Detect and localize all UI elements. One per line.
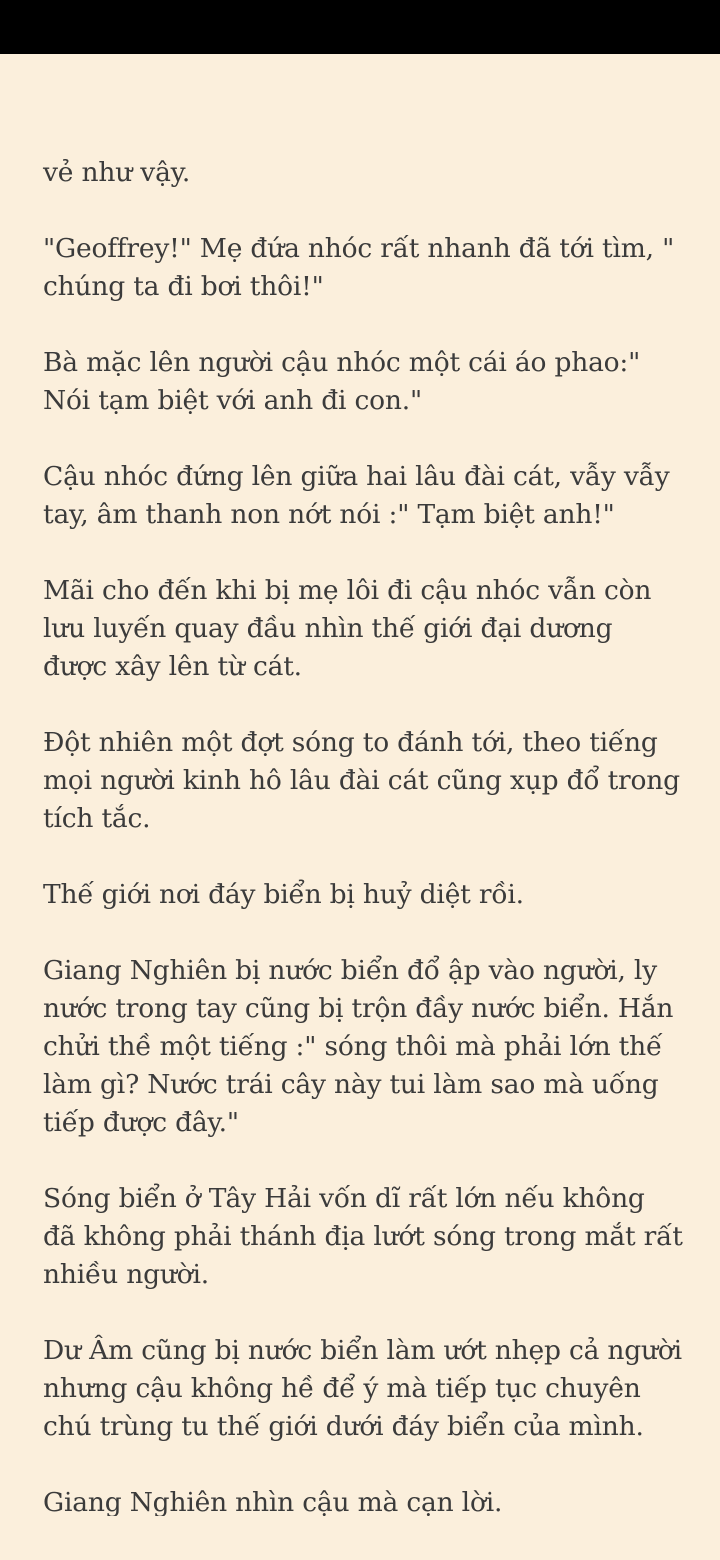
paragraph: Mãi cho đến khi bị mẹ lôi đi cậu nhóc vẫn còn lưu luyến quay đầu nhìn thế giới đại dương được xây lên từ cát. [43,575,652,682]
bottom-margin [0,1516,720,1560]
paragraph: Bà mặc lên người cậu nhóc một cái áo phao:" Nói tạm biệt với anh đi con." [43,347,641,416]
paragraph: Đột nhiên một đợt sóng to đánh tới, theo tiếng mọi người kinh hô lâu đài cát cũng xụp đổ trong tích tắc. [43,727,680,834]
reader-page[interactable] [0,54,720,1516]
paragraph: Thế giới nơi đáy biển bị huỷ diệt rồi. [43,879,524,910]
paragraph: Dư Âm cũng bị nước biển làm ướt nhẹp cả người nhưng cậu không hề để ý mà tiếp tục chuyên chú trùng tu thế giới dưới đáy biển của mình. [43,1335,682,1442]
status-bar [0,0,720,54]
paragraph: Cậu nhóc đứng lên giữa hai lâu đài cát, vẫy vẫy tay, âm thanh non nớt nói :" Tạm biệt anh!" [43,461,670,530]
chapter-text [43,154,683,1516]
paragraph: Sóng biển ở Tây Hải vốn dĩ rất lớn nếu không đã không phải thánh địa lướt sóng trong mắt rất nhiều người. [43,1183,683,1290]
paragraph: Giang Nghiên nhìn cậu mà cạn lời. [43,1487,503,1516]
paragraph: "Geoffrey!" Mẹ đứa nhóc rất nhanh đã tới tìm, " chúng ta đi bơi thôi!" [43,233,675,302]
paragraph: vẻ như vậy. [43,157,191,188]
paragraph: Giang Nghiên bị nước biển đổ ập vào người, ly nước trong tay cũng bị trộn đầy nước biển. Hắn chửi thề một tiếng :" sóng thôi mà phải lớn thế làm gì? Nước trái cây này tui làm sao mà uống tiếp được đây." [43,955,674,1138]
